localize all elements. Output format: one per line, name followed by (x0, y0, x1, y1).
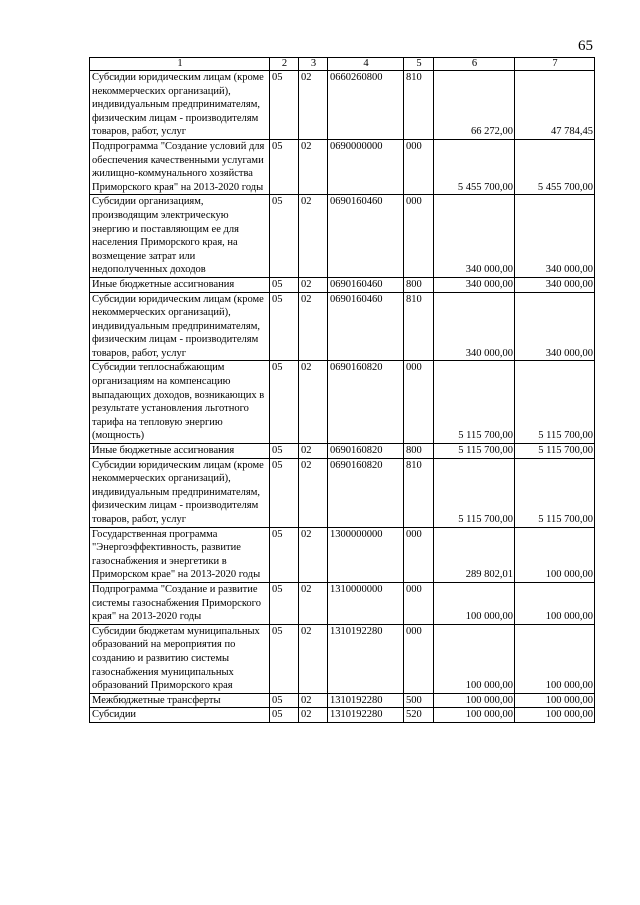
amount-col7: 340 000,00 (515, 277, 595, 292)
target-article-code: 1310192280 (328, 624, 404, 693)
row-name: Субсидии юридическим лицам (кроме некоммерческих организаций), индивидуальным предпринимателям, физическим лицам - производителям товаров, работ, услуг (90, 71, 270, 140)
table-row (90, 361, 595, 444)
target-article-code: 0690000000 (328, 139, 404, 194)
expense-type-code: 810 (404, 458, 434, 527)
expense-type-code: 000 (404, 624, 434, 693)
page-number: 65 (578, 38, 593, 54)
row-name: Субсидии теплоснабжающим организациям на компенсацию выпадающих доходов, возникающих в результате установления льготного тарифа на тепловую энергию (мощность) (90, 361, 270, 444)
row-name: Субсидии бюджетам муниципальных образований на мероприятия по созданию и развитию системы газоснабжения муниципальных образований Приморского края (90, 624, 270, 693)
table-row (90, 527, 595, 582)
column-header: 2 (270, 58, 299, 71)
amount-col6: 340 000,00 (434, 292, 515, 361)
expense-type-code: 000 (404, 195, 434, 278)
subsection-code: 02 (299, 708, 328, 723)
amount-col6: 100 000,00 (434, 708, 515, 723)
table-row (90, 292, 595, 361)
amount-col6: 5 115 700,00 (434, 361, 515, 444)
row-name: Подпрограмма "Создание и развитие системы газоснабжения Приморского края" на 2013-2020 годы (90, 582, 270, 624)
amount-col6: 289 802,01 (434, 527, 515, 582)
subsection-code: 02 (299, 582, 328, 624)
subsection-code: 02 (299, 139, 328, 194)
table-row (90, 624, 595, 693)
target-article-code: 1310192280 (328, 693, 404, 708)
section-code: 05 (270, 693, 299, 708)
column-header: 4 (328, 58, 404, 71)
target-article-code: 1300000000 (328, 527, 404, 582)
expense-type-code: 810 (404, 292, 434, 361)
section-code: 05 (270, 292, 299, 361)
amount-col7: 100 000,00 (515, 624, 595, 693)
row-name: Подпрограмма "Создание условий для обеспечения качественными услугами жилищно-коммунального хозяйства Приморского края" на 2013-2020 годы (90, 139, 270, 194)
section-code: 05 (270, 71, 299, 140)
table-row (90, 139, 595, 194)
expense-type-code: 810 (404, 71, 434, 140)
amount-col7: 5 455 700,00 (515, 139, 595, 194)
row-name: Субсидии юридическим лицам (кроме некоммерческих организаций), индивидуальным предпринимателям, физическим лицам - производителям товаров, работ, услуг (90, 458, 270, 527)
subsection-code: 02 (299, 277, 328, 292)
table-row (90, 195, 595, 278)
section-code: 05 (270, 361, 299, 444)
amount-col6: 5 115 700,00 (434, 444, 515, 459)
target-article-code: 0690160460 (328, 195, 404, 278)
table-row (90, 458, 595, 527)
target-article-code: 0690160820 (328, 444, 404, 459)
row-name: Субсидии (90, 708, 270, 723)
subsection-code: 02 (299, 195, 328, 278)
target-article-code: 0660260800 (328, 71, 404, 140)
row-name: Иные бюджетные ассигнования (90, 277, 270, 292)
column-header: 7 (515, 58, 595, 71)
table-row (90, 693, 595, 708)
budget-table (89, 57, 595, 723)
expense-type-code: 000 (404, 139, 434, 194)
target-article-code: 1310192280 (328, 708, 404, 723)
expense-type-code: 800 (404, 444, 434, 459)
subsection-code: 02 (299, 292, 328, 361)
amount-col7: 5 115 700,00 (515, 444, 595, 459)
section-code: 05 (270, 195, 299, 278)
target-article-code: 0690160820 (328, 361, 404, 444)
subsection-code: 02 (299, 693, 328, 708)
amount-col6: 66 272,00 (434, 71, 515, 140)
amount-col7: 5 115 700,00 (515, 361, 595, 444)
amount-col7: 340 000,00 (515, 195, 595, 278)
amount-col7: 100 000,00 (515, 582, 595, 624)
subsection-code: 02 (299, 624, 328, 693)
amount-col7: 47 784,45 (515, 71, 595, 140)
section-code: 05 (270, 582, 299, 624)
amount-col7: 5 115 700,00 (515, 458, 595, 527)
expense-type-code: 520 (404, 708, 434, 723)
table-row (90, 708, 595, 723)
amount-col6: 100 000,00 (434, 693, 515, 708)
amount-col7: 100 000,00 (515, 708, 595, 723)
amount-col6: 5 455 700,00 (434, 139, 515, 194)
row-name: Иные бюджетные ассигнования (90, 444, 270, 459)
subsection-code: 02 (299, 527, 328, 582)
amount-col6: 100 000,00 (434, 624, 515, 693)
section-code: 05 (270, 277, 299, 292)
amount-col7: 100 000,00 (515, 693, 595, 708)
amount-col6: 340 000,00 (434, 195, 515, 278)
column-header: 6 (434, 58, 515, 71)
table-row (90, 277, 595, 292)
amount-col6: 340 000,00 (434, 277, 515, 292)
expense-type-code: 800 (404, 277, 434, 292)
column-header: 5 (404, 58, 434, 71)
section-code: 05 (270, 444, 299, 459)
row-name: Субсидии организациям, производящим электрическую энергию и поставляющим ее для населения Приморского края, на возмещение затрат или недополученных доходов (90, 195, 270, 278)
amount-col7: 100 000,00 (515, 527, 595, 582)
expense-type-code: 500 (404, 693, 434, 708)
target-article-code: 0690160460 (328, 277, 404, 292)
expense-type-code: 000 (404, 582, 434, 624)
section-code: 05 (270, 527, 299, 582)
section-code: 05 (270, 458, 299, 527)
subsection-code: 02 (299, 444, 328, 459)
row-name: Межбюджетные трансферты (90, 693, 270, 708)
amount-col6: 100 000,00 (434, 582, 515, 624)
column-header: 1 (90, 58, 270, 71)
subsection-code: 02 (299, 71, 328, 140)
column-header: 3 (299, 58, 328, 71)
subsection-code: 02 (299, 361, 328, 444)
row-name: Субсидии юридическим лицам (кроме некоммерческих организаций), индивидуальным предпринимателям, физическим лицам - производителям товаров, работ, услуг (90, 292, 270, 361)
header-row (90, 58, 595, 71)
row-name: Государственная программа "Энергоэффективность, развитие газоснабжения и энергетики в Приморском крае" на 2013-2020 годы (90, 527, 270, 582)
table-row (90, 71, 595, 140)
target-article-code: 0690160820 (328, 458, 404, 527)
section-code: 05 (270, 708, 299, 723)
expense-type-code: 000 (404, 527, 434, 582)
target-article-code: 1310000000 (328, 582, 404, 624)
amount-col6: 5 115 700,00 (434, 458, 515, 527)
subsection-code: 02 (299, 458, 328, 527)
section-code: 05 (270, 624, 299, 693)
target-article-code: 0690160460 (328, 292, 404, 361)
table-row (90, 444, 595, 459)
table-row (90, 582, 595, 624)
section-code: 05 (270, 139, 299, 194)
amount-col7: 340 000,00 (515, 292, 595, 361)
expense-type-code: 000 (404, 361, 434, 444)
